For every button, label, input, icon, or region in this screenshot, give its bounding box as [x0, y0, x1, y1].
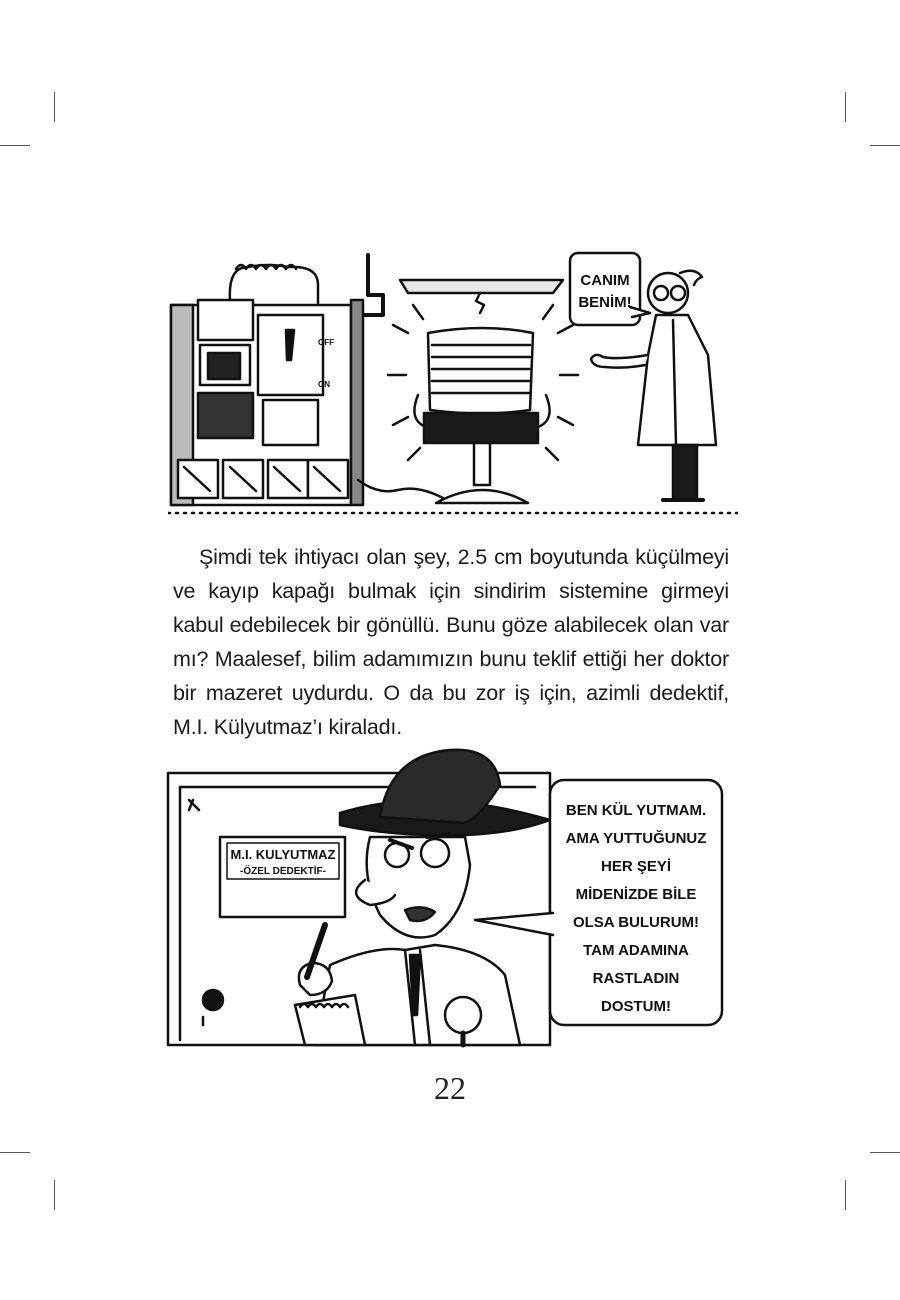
crop-mark: [845, 92, 846, 122]
detective-bubble-line-7: RASTLADIN: [592, 970, 680, 987]
detective-bubble-line-4: MİDENİZDE BİLE: [575, 886, 697, 903]
detective-bubble-line-2: AMA YUTTUĞUNUZ: [565, 830, 707, 847]
switch-off-label: OFF: [318, 338, 334, 347]
door-sign-title: -ÖZEL DEDEKTİF-: [240, 866, 326, 877]
scientist-bubble-line-1: CANIM: [580, 272, 630, 289]
detective-scene-drawing: [165, 745, 725, 1050]
body-paragraph: [173, 540, 729, 744]
crop-mark: [0, 145, 30, 146]
detective-bubble-line-8: DOSTUM!: [601, 998, 671, 1015]
detective-bubble-line-6: TAM ADAMINA: [583, 942, 689, 959]
detective-bubble-line-3: HER ŞEYİ: [600, 858, 672, 875]
switch-on-label: ON: [318, 380, 330, 389]
crop-mark: [54, 1180, 55, 1210]
crop-mark: [870, 145, 900, 146]
bottom-illustration: [165, 745, 725, 1050]
detective-bubble-line-5: OLSA BULURUM!: [572, 914, 700, 931]
door-sign-name: M.I. KULYUTMAZ: [230, 847, 336, 862]
crop-mark: [0, 1152, 30, 1153]
crop-mark: [845, 1180, 846, 1210]
paragraph-text: Şimdi tek ihtiyacı olan şey, 2.5 cm boyutunda küçülmeyi ve kayıp kapağı bulmak için sindirim sistemine girmeyi kabul edebilecek bir gönüllü. Bunu göze alabilecek olan var mı? Maalesef, bilim adamımızın bunu teklif ettiği her doktor bir mazeret uydurdu. O da bu zor iş için, azimli dedektif, M.I. Külyutmaz’ı kiraladı.: [173, 545, 729, 739]
crop-mark: [54, 92, 55, 122]
crop-mark: [870, 1152, 900, 1153]
scientist-bubble-line-2: BENİM!: [578, 294, 632, 311]
page-number: 22: [434, 1070, 466, 1106]
top-illustration: [168, 245, 738, 520]
detective-bubble-line-1: BEN KÜL YUTMAM.: [565, 802, 707, 819]
lab-scene-drawing: [168, 245, 738, 520]
